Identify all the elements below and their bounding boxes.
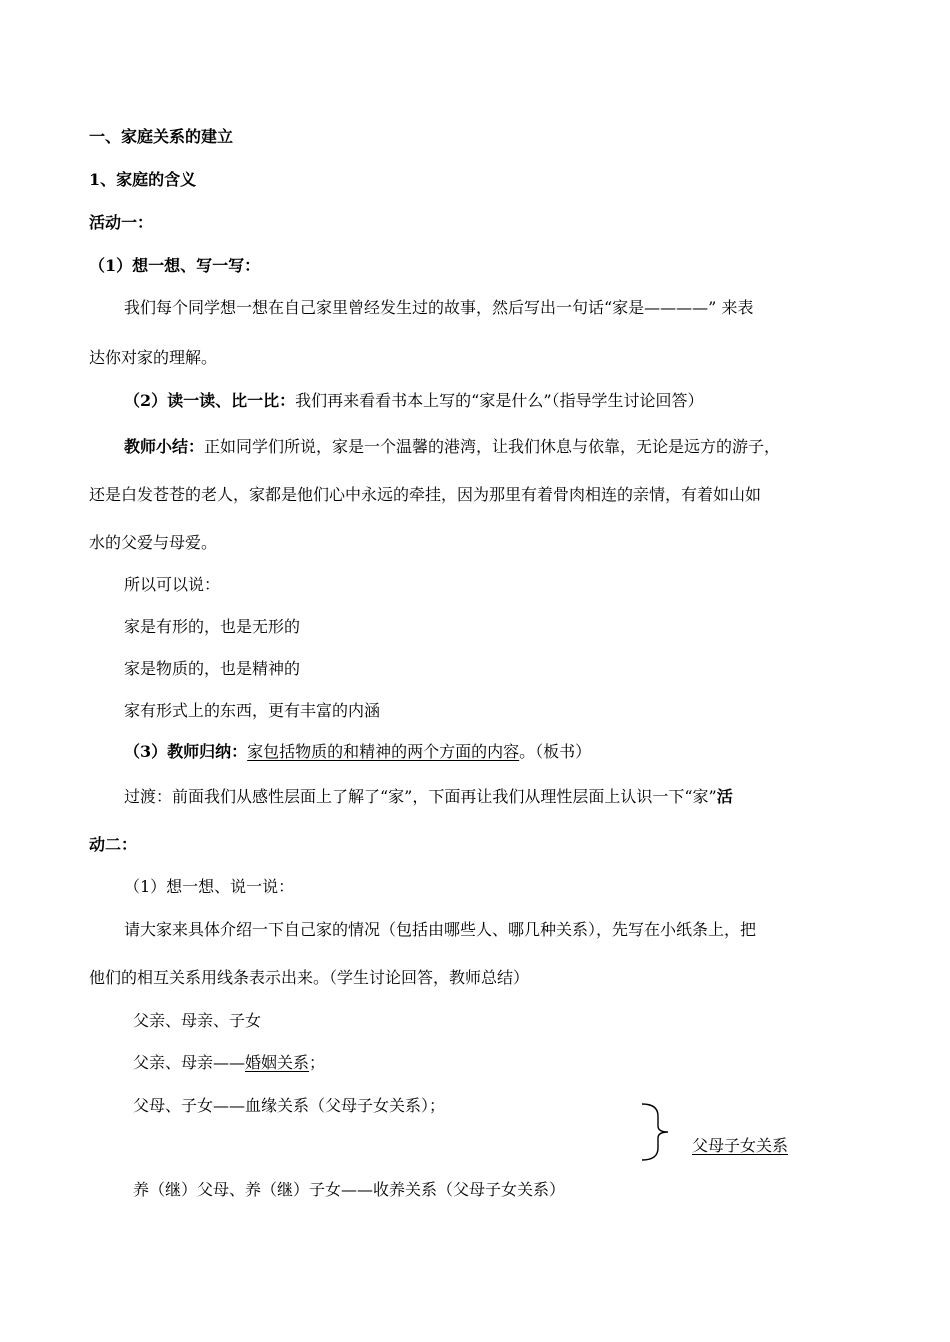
relation-prefix: 父亲、母亲—— [133, 1053, 246, 1072]
relation-line [133, 1053, 325, 1073]
activity-two-heading: 动二： [89, 835, 138, 854]
list-item: 家有形式上的东西，更有丰富的内涵 [124, 701, 381, 720]
relation-underlined: 婚姻关系 [245, 1053, 310, 1072]
teacher-summary-line [124, 437, 780, 457]
step-2-line [124, 391, 704, 411]
list-item: 家是有形的，也是无形的 [124, 617, 301, 636]
step-2-text: 我们再来看看书本上写的“家是什么”（指导学生讨论回答） [295, 391, 704, 410]
step-3-label: （3）教师归纳： [124, 742, 248, 761]
step-1-heading: （1）想一想、写一写： [89, 256, 261, 275]
paragraph-line: 我们每个同学想一想在自己家里曾经发生过的故事，然后写出一句话“家是————” 来表 [124, 298, 754, 317]
relation-line: 养（继）父母、养（继）子女——收养关系（父母子女关系） [133, 1180, 566, 1199]
activity-one-heading: 活动一： [89, 213, 154, 232]
transition-text: 过渡：前面我们从感性层面上了解了“家”，下面再让我们从理性层面上认识一下“家” [124, 787, 717, 806]
subsection-heading: 1、家庭的含义 [89, 170, 197, 189]
transition-line [124, 787, 733, 807]
activity-two-heading-start: 活 [716, 787, 733, 806]
paragraph-line: 请大家来具体介绍一下自己家的情况（包括由哪些人、哪几种关系），先写在小纸条上，把 [124, 920, 757, 939]
right-brace-icon [640, 1102, 670, 1162]
paragraph-line: 达你对家的理解。 [89, 348, 218, 367]
relation-line: 父亲、母亲、子女 [133, 1011, 262, 1030]
paragraph-line: 他们的相互关系用线条表示出来。（学生讨论回答，教师总结） [89, 968, 530, 987]
step-3-underlined: 家包括物质的和精神的两个方面的内容 [247, 742, 520, 761]
relation-suffix: ； [309, 1053, 326, 1072]
paragraph-line: 所以可以说： [124, 575, 221, 594]
step-3-text: 。（板书） [519, 742, 592, 761]
step-2-label: （2）读一读、比一比： [124, 391, 296, 410]
list-item: 家是物质的，也是精神的 [124, 659, 301, 678]
section-heading: 一、家庭关系的建立 [89, 127, 234, 146]
paragraph-line: 水的父爱与母爱。 [89, 533, 218, 552]
paragraph-line: 还是白发苍苍的老人，家都是他们心中永远的牵挂，因为那里有着骨肉相连的亲情，有着如山如 [89, 485, 762, 504]
teacher-summary-text: 正如同学们所说，家是一个温馨的港湾，让我们休息与依靠，无论是远方的游子， [204, 437, 781, 456]
step-3-line [124, 742, 591, 762]
step-1-heading: （1）想一想、说一说： [124, 877, 295, 896]
relation-group-label: 父母子女关系 [692, 1136, 789, 1155]
relation-line: 父母、子女——血缘关系（父母子女关系）； [133, 1096, 446, 1115]
teacher-summary-label: 教师小结： [124, 437, 205, 456]
